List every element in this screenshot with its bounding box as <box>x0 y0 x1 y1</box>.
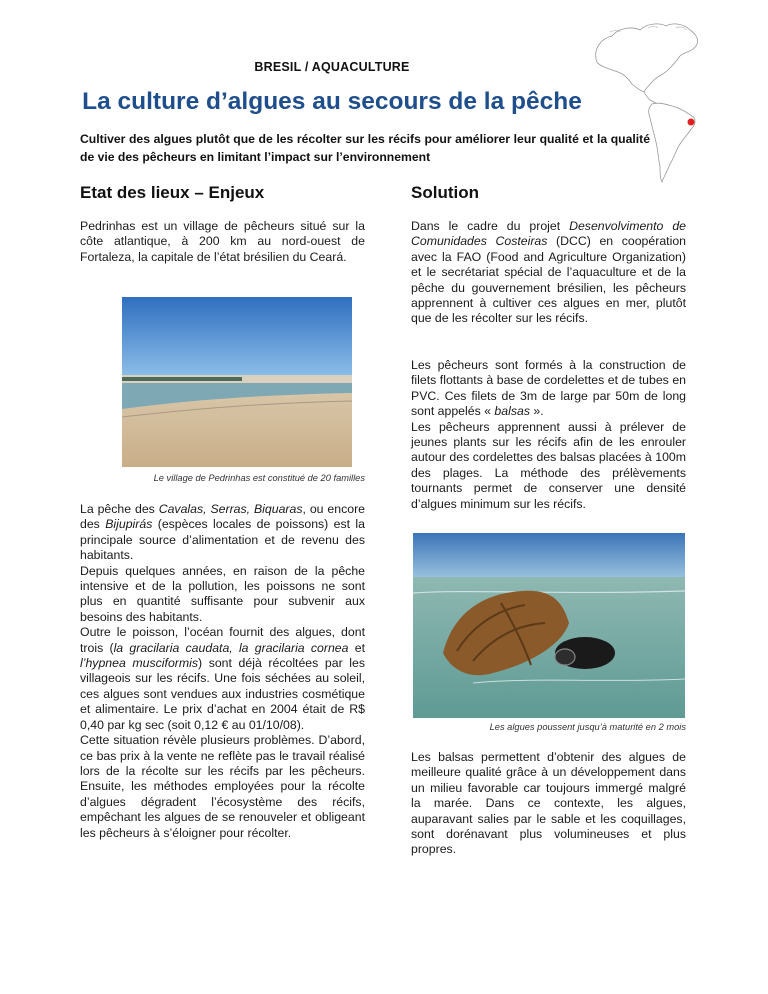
right-result-paragraph <box>411 750 686 858</box>
right-intro-paragraph <box>411 219 686 327</box>
left-intro-paragraph <box>80 219 365 265</box>
location-marker-icon <box>688 119 695 126</box>
americas-map-icon <box>588 18 708 188</box>
intro-text: Pedrinhas est un village de pêcheurs situé sur la côte atlantique, à 200 km au nord-ouest de Fortaleza, la capitale de l’état brésilien du Ceará. <box>80 219 365 264</box>
overfishing-paragraph: Depuis quelques années, en raison de la pêche intensive et de la pollution, les poissons ne sont plus en quantité suffisante pour subvenir aux besoins des habitants. <box>80 563 365 624</box>
page-title: La culture d’algues au secours de la pêche <box>82 88 582 115</box>
planting-paragraph: Les pêcheurs apprennent aussi à prélever de jeunes plants sur les récifs afin de les enrouler autour des cordelettes des balsas placées à 100m des plages. La méthode des prélèvements tournants permet de conserver une densité d’algues minimum sur les récifs. <box>411 419 686 511</box>
left-section-heading: Etat des lieux – Enjeux <box>80 183 265 202</box>
beach-photo-caption: Le village de Pedrinhas est constitué de 20 familles <box>153 473 365 483</box>
balsas-result-paragraph: Les balsas permettent d’obtenir des algues de meilleure qualité grâce à un développement dans un milieu favorable car toujours immergé malgré la marée. Dans ce contexte, les algues, auparavant salies par le sable et les coquillages, sont dorénavant plus volumineuses et plus propres. <box>411 750 686 857</box>
problems-paragraph: Cette situation révèle plusieurs problèmes. D’abord, ce bas prix à la vente ne reflète pas le travail réalisé lors de la récolte sur les récifs par les pêcheurs. Ensuite, les méthodes employées pour la récolte d’algues dégradent l’écosystème des récifs, empêchant les algues de se renouveler et obligeant les pêcheurs à s’éloigner pour récolter. <box>80 733 365 840</box>
fishing-paragraph: La pêche des Cavalas, Serras, Biquaras, ou encore des Bijupirás (espèces locales de poissons) est la principale source d’alimentation et de revenu des habitants. <box>80 502 366 563</box>
seaweed-photo-caption: Les algues poussent jusqu’à maturité en 2 mois <box>489 722 686 732</box>
seaweed-paragraph: Outre le poisson, l’océan fournit des algues, dont trois (la gracilaria caudata, la gracilaria cornea et l’hypnea musciformis) sont déjà récoltées par les villageois sur les récifs. Une fois séchées au soleil, ces algues sont vendues aux industries cosmétique et alimentaire. Le prix d’achat en 2004 était de R$ 0,40 par kg sec (soit 0,12 € au 01/10/08). <box>80 625 365 732</box>
seaweed-photo <box>413 533 685 718</box>
right-method-paragraphs <box>411 358 686 512</box>
right-section-heading: Solution <box>411 183 479 202</box>
nets-paragraph: Les pêcheurs sont formés à la construction de filets flottants à base de cordelettes et de tubes en PVC. Ces filets de 3m de large par 50m de long sont appelés « balsas ». <box>411 358 686 419</box>
left-body-paragraphs <box>80 502 365 841</box>
kicker: BRESIL / AQUACULTURE <box>254 60 410 74</box>
subtitle: Cultiver des algues plutôt que de les récolter sur les récifs pour améliorer leur qualité et la qualité de vie des pêcheurs en limitant l’impact sur l’environnement <box>80 132 650 164</box>
beach-photo <box>122 297 352 467</box>
project-paragraph: Dans le cadre du projet Desenvolvimento de Comunidades Costeiras (DCC) en coopération avec la FAO (Food and Agriculture Organization) et le secrétariat spécial de l’aquaculture et de la pêche du gouvernement brésilien, les pêcheurs apprennent à cultiver ces algues en mer, plutôt que de les récolter sur les récifs. <box>411 219 686 326</box>
